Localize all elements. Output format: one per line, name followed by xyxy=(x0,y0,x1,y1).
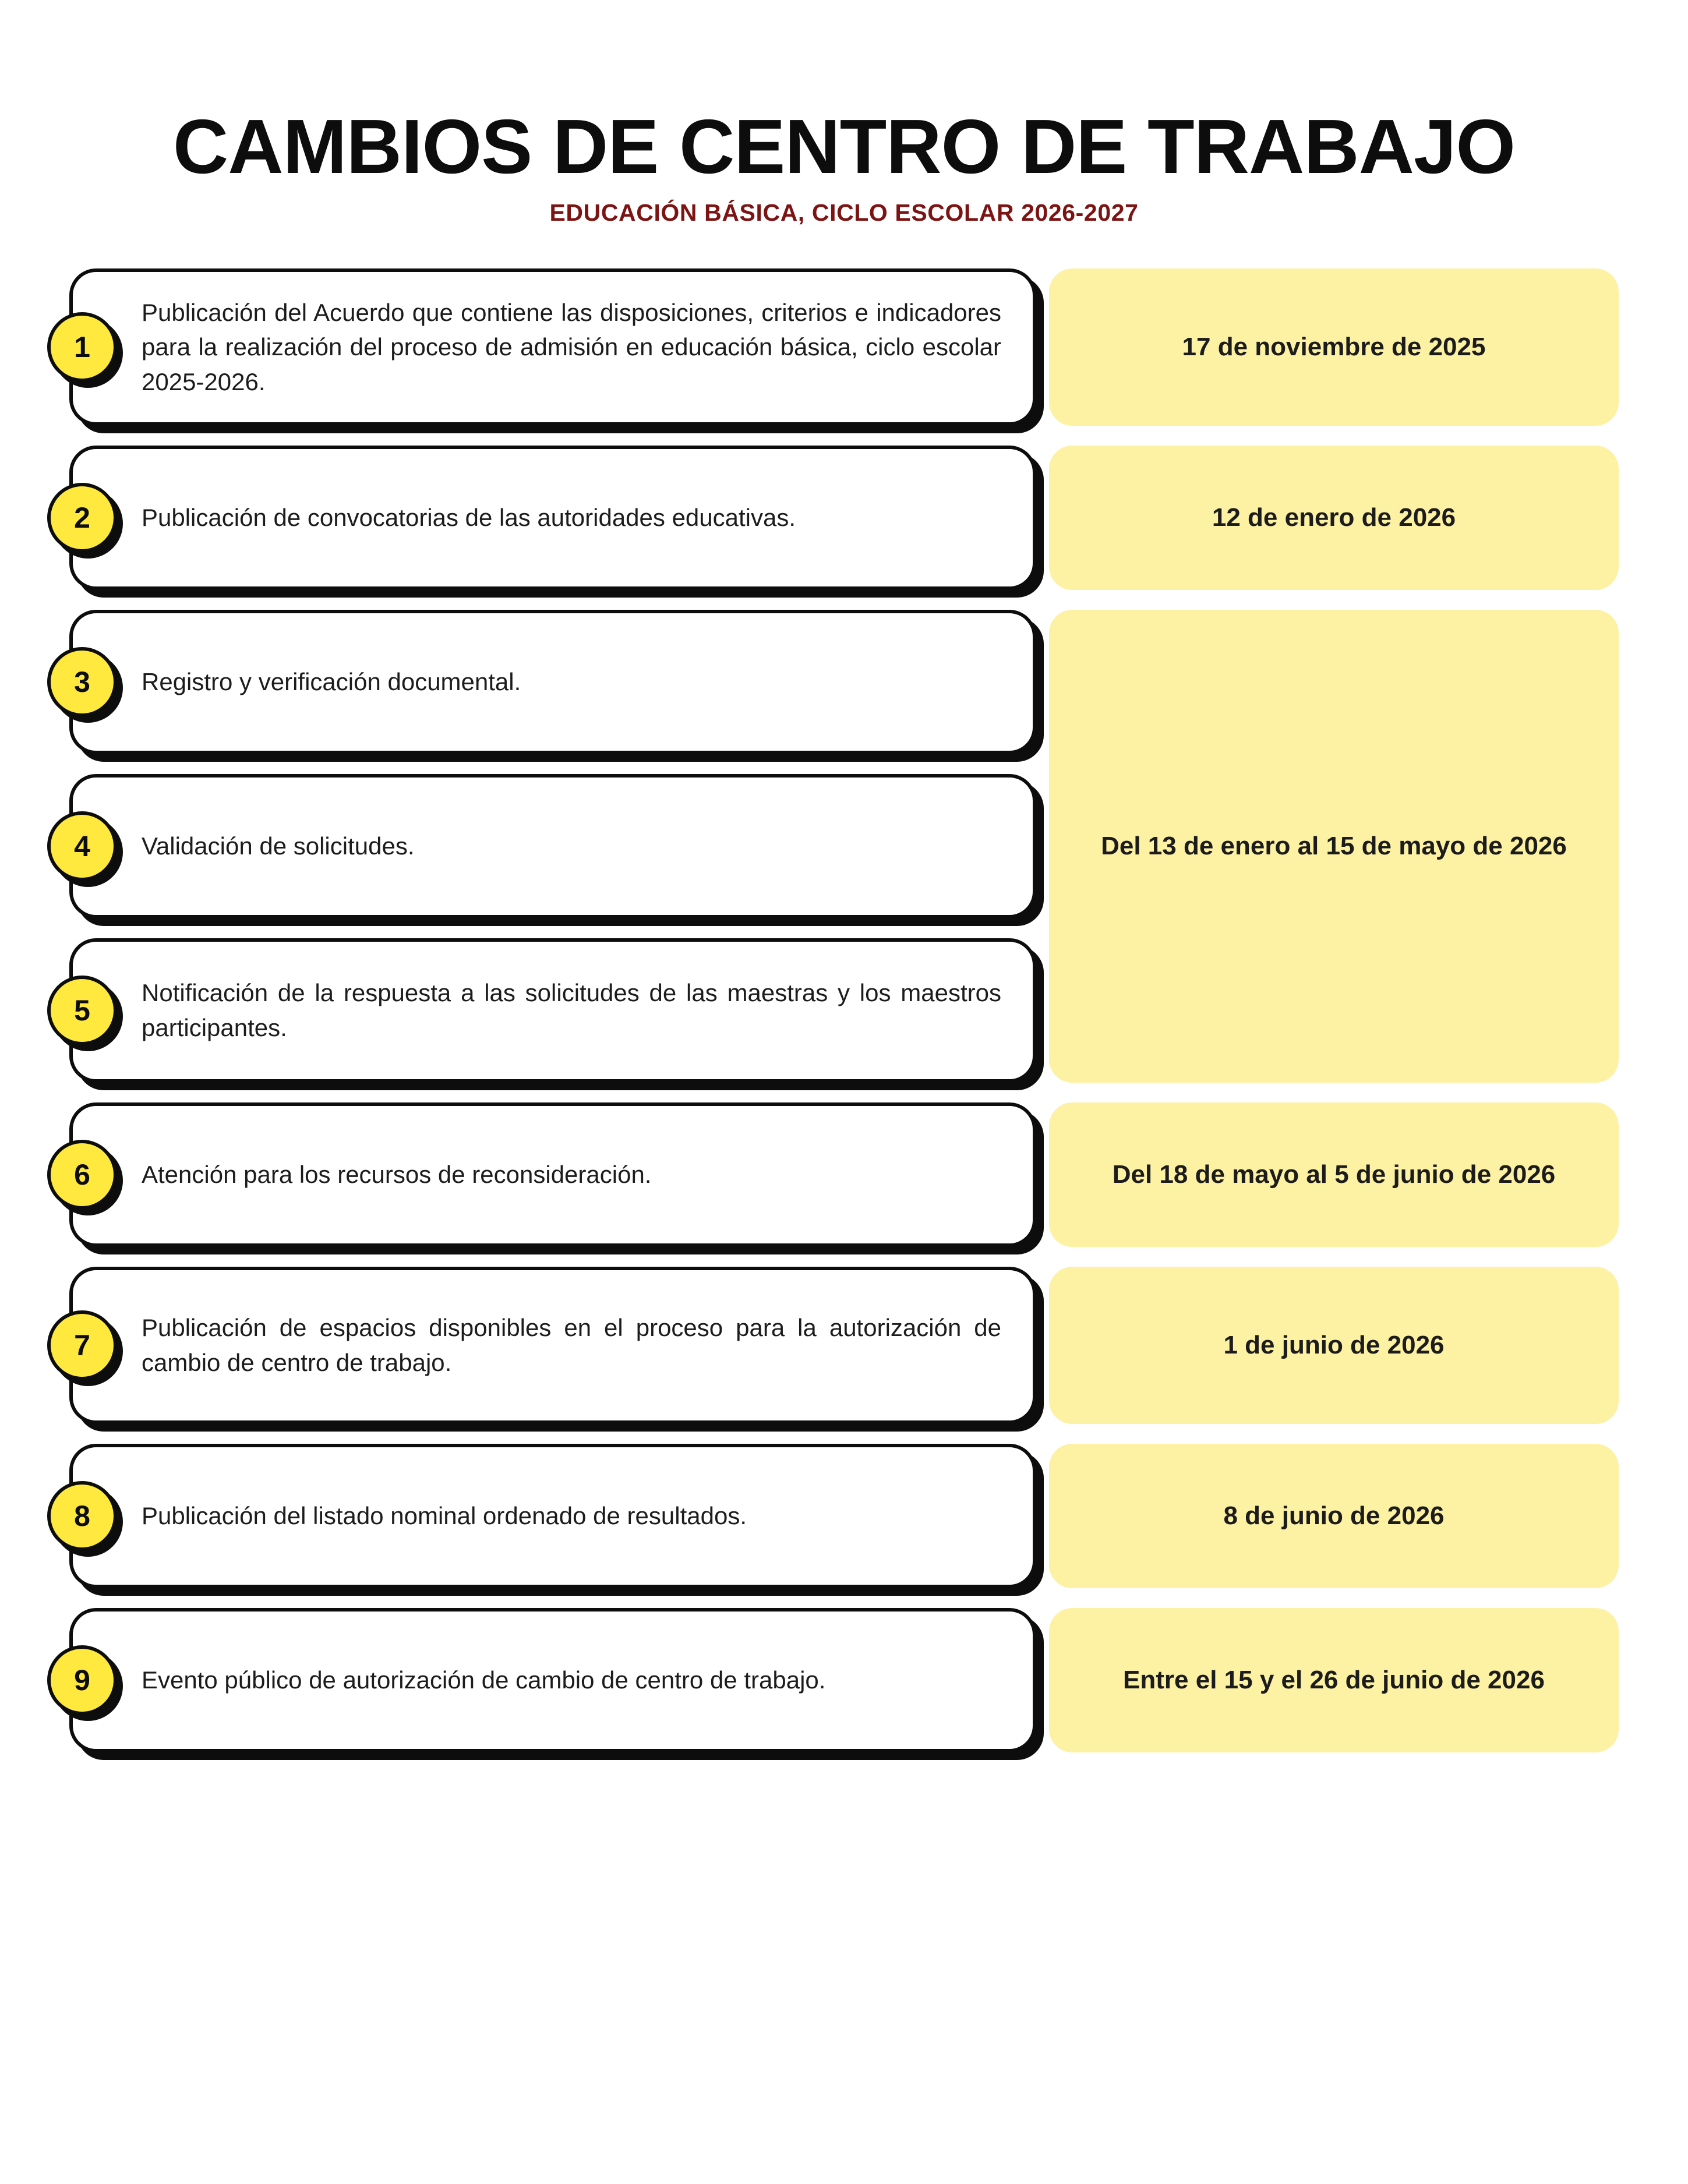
task-card-7 xyxy=(69,1267,1036,1424)
date-card-7 xyxy=(1049,1267,1619,1424)
task-text-1: Publicación del Acuerdo que contiene las disposiciones, criterios e indicadores para la realización del proceso de admisión en educación básica, ciclo escolar 2025-2026. xyxy=(142,298,1001,395)
date-card-2 xyxy=(1049,446,1619,590)
step-number-badge-9: 9 xyxy=(47,1645,117,1715)
header xyxy=(0,0,1688,227)
date-card-9 xyxy=(1049,1608,1619,1752)
date-text-3-5: Del 13 de enero al 15 de mayo de 2026 xyxy=(1101,831,1567,860)
timeline-row-3 xyxy=(69,610,1036,754)
timeline-row-6 xyxy=(69,1102,1619,1247)
task-card-2 xyxy=(69,446,1036,590)
task-card-5 xyxy=(69,938,1036,1083)
timeline-row-5 xyxy=(69,938,1036,1083)
task-text-3: Registro y verificación documental. xyxy=(142,668,521,696)
task-card-8 xyxy=(69,1444,1036,1588)
timeline-row-2 xyxy=(69,446,1619,590)
timeline xyxy=(69,268,1619,1752)
task-text-2: Publicación de convocatorias de las autoridades educativas. xyxy=(142,504,796,532)
timeline-row-4 xyxy=(69,774,1036,918)
date-text-9: Entre el 15 y el 26 de junio de 2026 xyxy=(1123,1665,1545,1694)
step-number-badge-1: 1 xyxy=(47,312,117,382)
date-text-2: 12 de enero de 2026 xyxy=(1212,503,1456,532)
timeline-group-tasks xyxy=(69,610,1036,1083)
date-card-1 xyxy=(1049,268,1619,426)
task-card-1 xyxy=(69,268,1036,426)
date-card-3-5 xyxy=(1049,610,1619,1083)
page-subtitle: EDUCACIÓN BÁSICA, CICLO ESCOLAR 2026-2027 xyxy=(549,199,1139,226)
timeline-group-3-5 xyxy=(69,610,1619,1083)
date-text-7: 1 de junio de 2026 xyxy=(1223,1330,1445,1359)
page-title: CAMBIOS DE CENTRO DE TRABAJO xyxy=(172,104,1516,189)
date-card-6 xyxy=(1049,1102,1619,1247)
step-number-badge-3: 3 xyxy=(47,647,117,717)
task-card-3 xyxy=(69,610,1036,754)
step-number-badge-5: 5 xyxy=(47,976,117,1045)
timeline-row-9 xyxy=(69,1608,1619,1752)
timeline-row-8 xyxy=(69,1444,1619,1588)
timeline-row-7 xyxy=(69,1267,1619,1424)
date-card-8 xyxy=(1049,1444,1619,1588)
task-text-7: Publicación de espacios disponibles en el proceso para la autorización de cambio de centro de trabajo. xyxy=(142,1314,1001,1376)
step-number-badge-8: 8 xyxy=(47,1481,117,1551)
task-text-5: Notificación de la respuesta a las solicitudes de las maestras y los maestros participantes. xyxy=(142,979,1001,1041)
task-card-6 xyxy=(69,1102,1036,1247)
task-text-4: Validación de solicitudes. xyxy=(142,832,415,860)
step-number-badge-6: 6 xyxy=(47,1140,117,1210)
step-number-badge-2: 2 xyxy=(47,483,117,553)
task-card-4 xyxy=(69,774,1036,918)
task-text-6: Atención para los recursos de reconsideración. xyxy=(142,1161,652,1189)
step-number-badge-7: 7 xyxy=(47,1310,117,1380)
step-number-badge-4: 4 xyxy=(47,811,117,881)
task-text-8: Publicación del listado nominal ordenado de resultados. xyxy=(142,1502,747,1530)
task-card-9 xyxy=(69,1608,1036,1752)
timeline-row-1 xyxy=(69,268,1619,426)
date-text-1: 17 de noviembre de 2025 xyxy=(1182,332,1486,361)
date-text-6: Del 18 de mayo al 5 de junio de 2026 xyxy=(1112,1160,1556,1189)
task-text-9: Evento público de autorización de cambio de centro de trabajo. xyxy=(142,1666,826,1694)
date-text-8: 8 de junio de 2026 xyxy=(1223,1501,1445,1530)
